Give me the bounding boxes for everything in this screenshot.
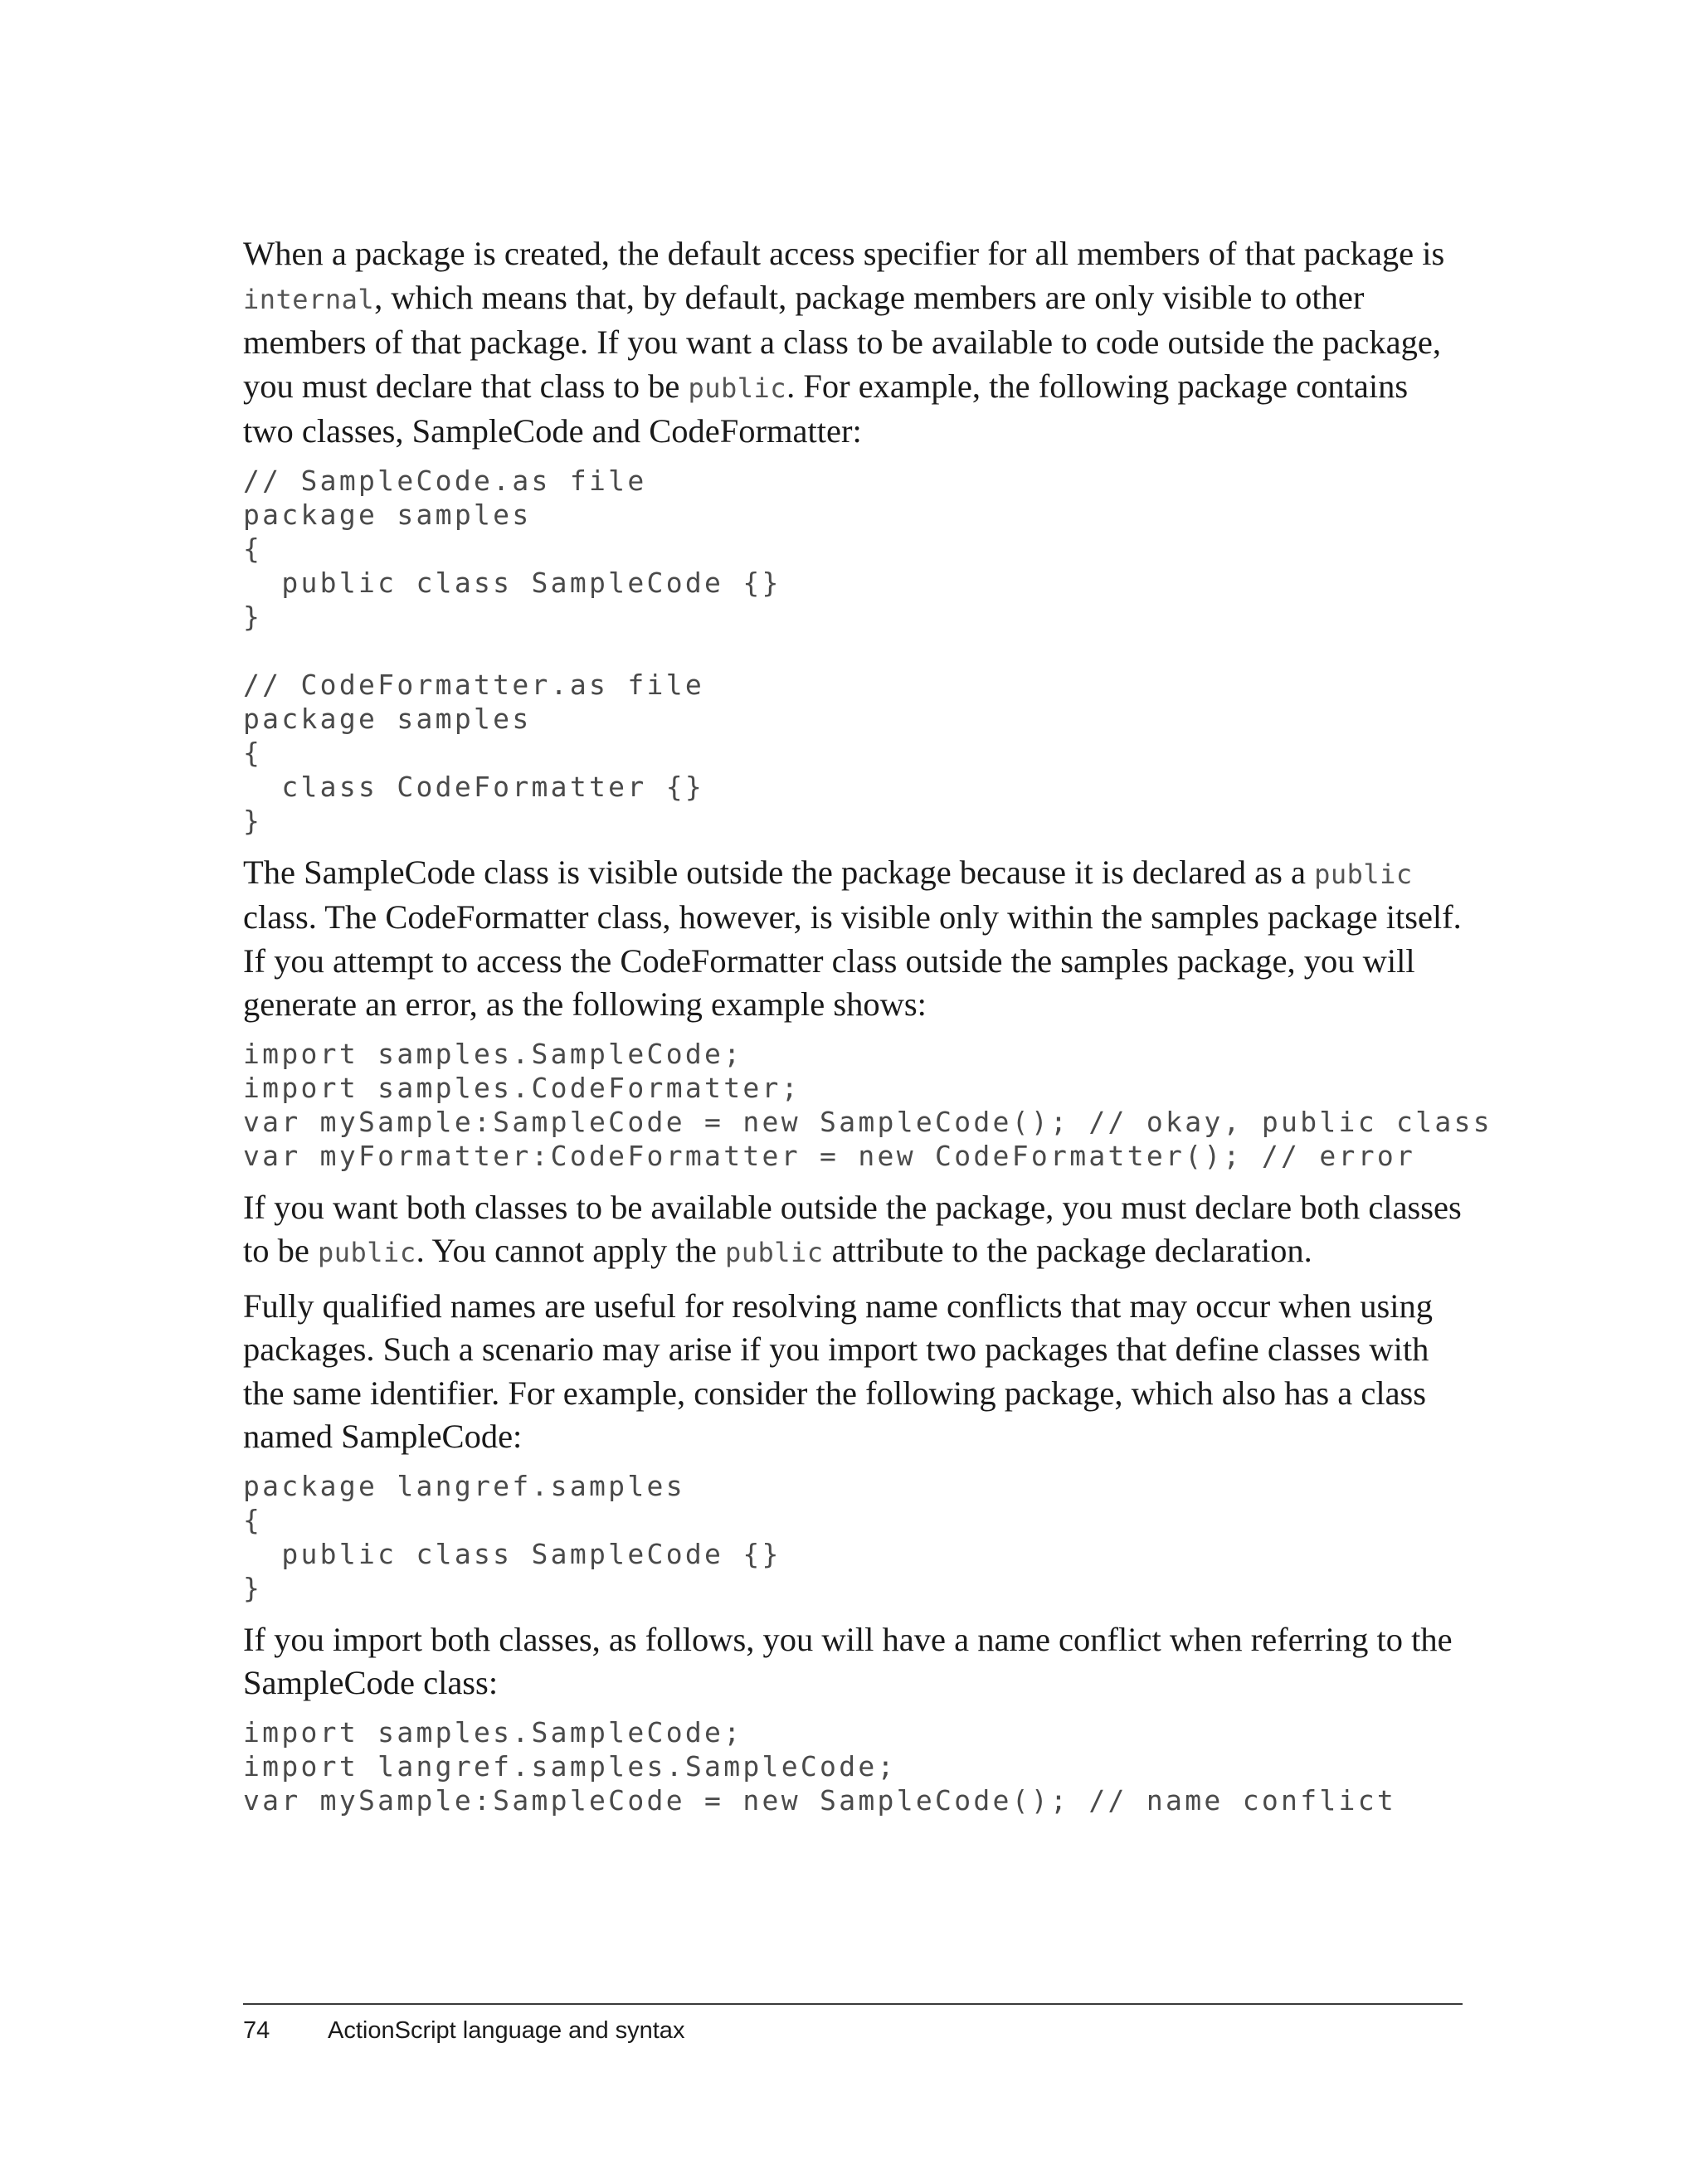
code-line: }	[243, 600, 263, 633]
code-line: import samples.SampleCode;	[243, 1037, 743, 1070]
code-line: public class SampleCode {}	[243, 566, 781, 599]
code-block-conflict-example	[243, 1715, 1463, 1817]
text-run: If you want both classes to be available outside the package, you must declare both classes to be	[243, 1188, 1462, 1269]
text-run: attribute to the package declaration.	[831, 1232, 1312, 1269]
text-run: . For example, the following package contains two classes, SampleCode and CodeFormatter:	[243, 367, 1409, 450]
code-line: {	[243, 736, 263, 769]
code-line: var mySample:SampleCode = new SampleCode(); // okay, public class	[243, 1105, 1492, 1138]
paragraph-fully-qualified	[243, 1285, 1463, 1459]
section-title: ActionScript language and syntax	[328, 2017, 685, 2044]
code-block-langref-package	[243, 1469, 1463, 1605]
paragraph-name-conflict	[243, 1618, 1463, 1705]
code-line: // SampleCode.as file	[243, 464, 647, 497]
code-line: }	[243, 804, 263, 837]
paragraph-visibility	[243, 851, 1463, 1027]
code-line: class CodeFormatter {}	[243, 770, 705, 803]
inline-code: public	[317, 1237, 416, 1268]
paragraph-both-public	[243, 1186, 1463, 1275]
inline-code: public	[1314, 858, 1413, 890]
code-line: import langref.samples.SampleCode;	[243, 1749, 897, 1783]
code-block-import-error	[243, 1037, 1492, 1173]
text-run: class. The CodeFormatter class, however, is visible only within the samples package itself. If you attempt to access the CodeFormatter class outside the samples package, you will generate an error, as the following example shows:	[243, 898, 1462, 1023]
code-line: }	[243, 1571, 263, 1604]
text-run: If you import both classes, as follows, you will have a name conflict when referring to the SampleCode class:	[243, 1620, 1453, 1701]
code-line: // CodeFormatter.as file	[243, 668, 705, 701]
page-content	[243, 232, 1492, 1817]
page-footer	[243, 2017, 684, 2045]
paragraph-default-access	[243, 232, 1463, 454]
code-line: import samples.SampleCode;	[243, 1715, 743, 1749]
code-line: import samples.CodeFormatter;	[243, 1071, 801, 1104]
inline-code: public	[688, 372, 787, 404]
inline-code: internal	[243, 283, 375, 315]
code-line: var mySample:SampleCode = new SampleCode(); // name conflict	[243, 1783, 1397, 1817]
text-run: Fully qualified names are useful for resolving name conflicts that may occur when using packages. Such a scenario may arise if you import two packages that define classes with the same identifier. For example, consider the following package, which also has a class named SampleCode:	[243, 1287, 1433, 1455]
code-line: package langref.samples	[243, 1469, 685, 1502]
code-line: package samples	[243, 702, 532, 735]
text-run: The SampleCode class is visible outside the package because it is declared as a	[243, 853, 1306, 891]
code-line: public class SampleCode {}	[243, 1537, 781, 1570]
code-block-sample-packages	[243, 464, 1463, 838]
code-line: {	[243, 532, 263, 565]
text-run: When a package is created, the default access specifier for all members of that package is	[243, 235, 1445, 272]
text-run: , which means that, by default, package members are only visible to other members of that package. If you want a class to be available to code outside the package, you must declare that class to be	[243, 278, 1441, 405]
text-run: . You cannot apply the	[416, 1232, 717, 1269]
footer-divider	[243, 2003, 1463, 2005]
code-line: var myFormatter:CodeFormatter = new CodeFormatter(); // error	[243, 1139, 1416, 1172]
code-line: {	[243, 1503, 263, 1536]
page-number: 74	[243, 2017, 270, 2044]
inline-code: public	[724, 1237, 824, 1268]
code-line: package samples	[243, 498, 532, 531]
code-line	[243, 634, 1463, 668]
